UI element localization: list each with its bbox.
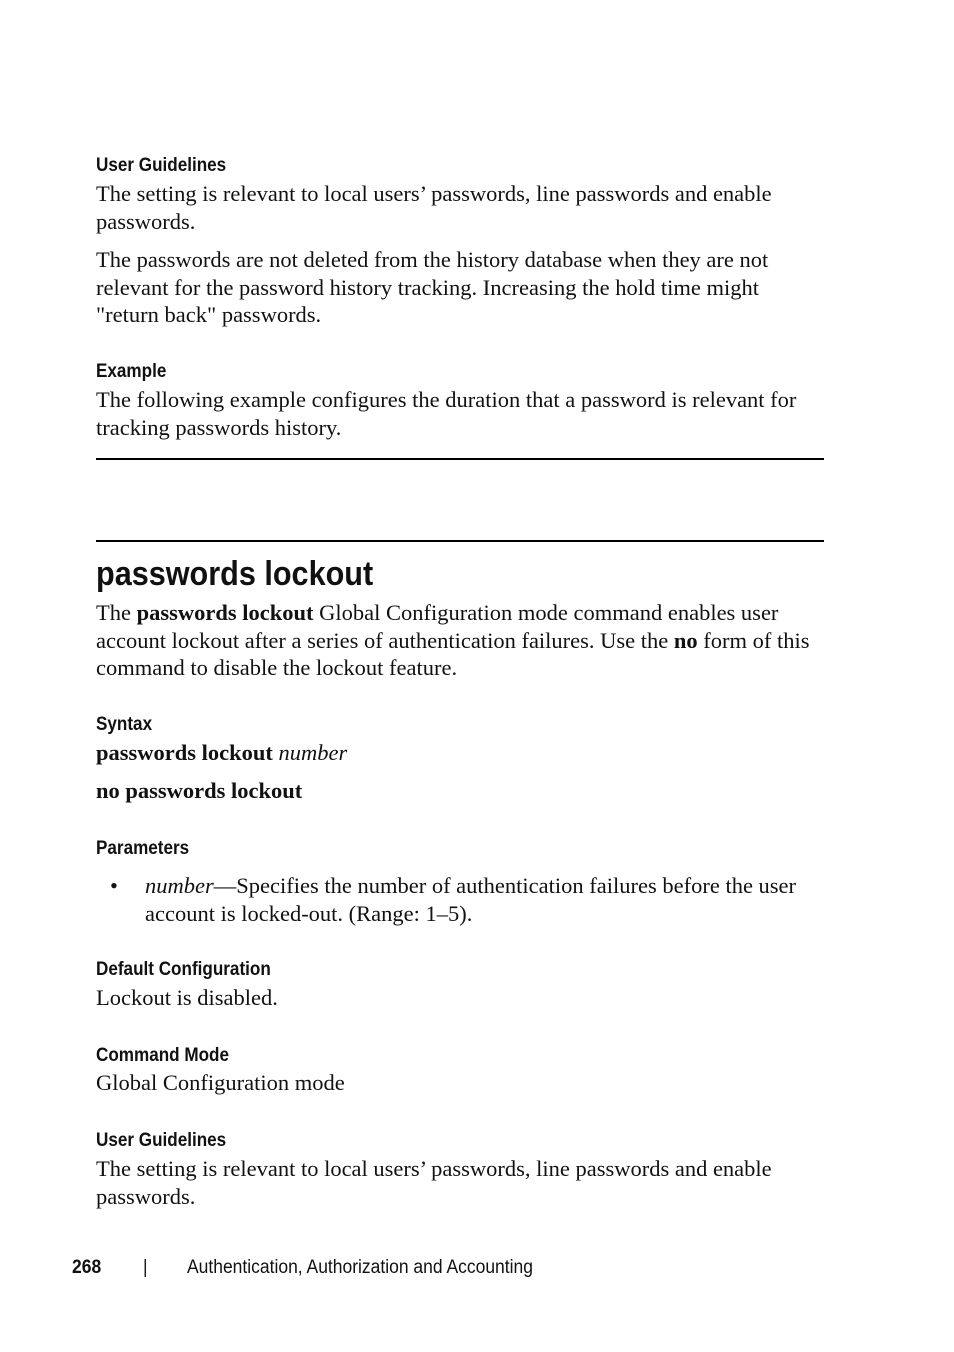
- syntax-line-2: [96, 777, 826, 805]
- syntax-heading: Syntax: [96, 714, 153, 735]
- intro-mid: Global Configuration mode command enables user account lockout after a series of authentication failures. Use the: [96, 600, 779, 653]
- syntax-line-1: [96, 739, 826, 767]
- command-mode-heading: Command Mode: [96, 1045, 230, 1066]
- user-guidelines-paragraph-1: The setting is relevant to local users’ passwords, line passwords and enable passwords.: [96, 181, 772, 234]
- user-guidelines-heading-2: User Guidelines: [96, 1130, 227, 1151]
- command-mode-text: Global Configuration mode: [96, 1070, 345, 1095]
- parameter-name: number: [145, 873, 214, 898]
- user-guidelines-text-2: The setting is relevant to local users’ passwords, line passwords and enable passwords.: [96, 1156, 772, 1209]
- intro-no: no: [673, 627, 698, 653]
- syntax-no-command: no passwords lockout: [96, 778, 303, 803]
- example-text: The following example configures the duration that a password is relevant for tracking passwords history.: [96, 387, 797, 440]
- parameter-text: —Specifies the number of authentication failures before the user account is locked-out. (Range: 1–5).: [145, 873, 797, 926]
- intro-pre: The: [96, 600, 137, 625]
- command-intro: [96, 599, 826, 682]
- page-number: 268: [72, 1257, 102, 1278]
- parameters-heading: Parameters: [96, 838, 190, 859]
- example-heading: Example: [96, 361, 167, 382]
- syntax-command: passwords lockout: [96, 740, 273, 765]
- user-guidelines-heading: User Guidelines: [96, 155, 227, 176]
- footer-chapter-title: Authentication, Authorization and Accounting: [187, 1257, 533, 1278]
- bullet: •: [110, 873, 118, 898]
- footer-separator: |: [143, 1257, 148, 1278]
- section-divider-bottom: [96, 458, 824, 460]
- intro-post: form of this command to disable the lockout feature.: [96, 627, 810, 680]
- section-divider-top: [96, 540, 824, 542]
- default-configuration-heading: Default Configuration: [96, 959, 271, 980]
- parameter-list-item: [96, 872, 826, 932]
- command-title: passwords lockout: [96, 555, 374, 593]
- intro-command: passwords lockout: [136, 600, 314, 625]
- default-configuration-text: Lockout is disabled.: [96, 985, 278, 1010]
- user-guidelines-paragraph-2: The passwords are not deleted from the history database when they are not relevant for the password history tracking. Increasing the hold time might "return back" passwords.: [96, 247, 769, 327]
- syntax-argument: number: [278, 740, 348, 765]
- parameter-description: [145, 872, 825, 927]
